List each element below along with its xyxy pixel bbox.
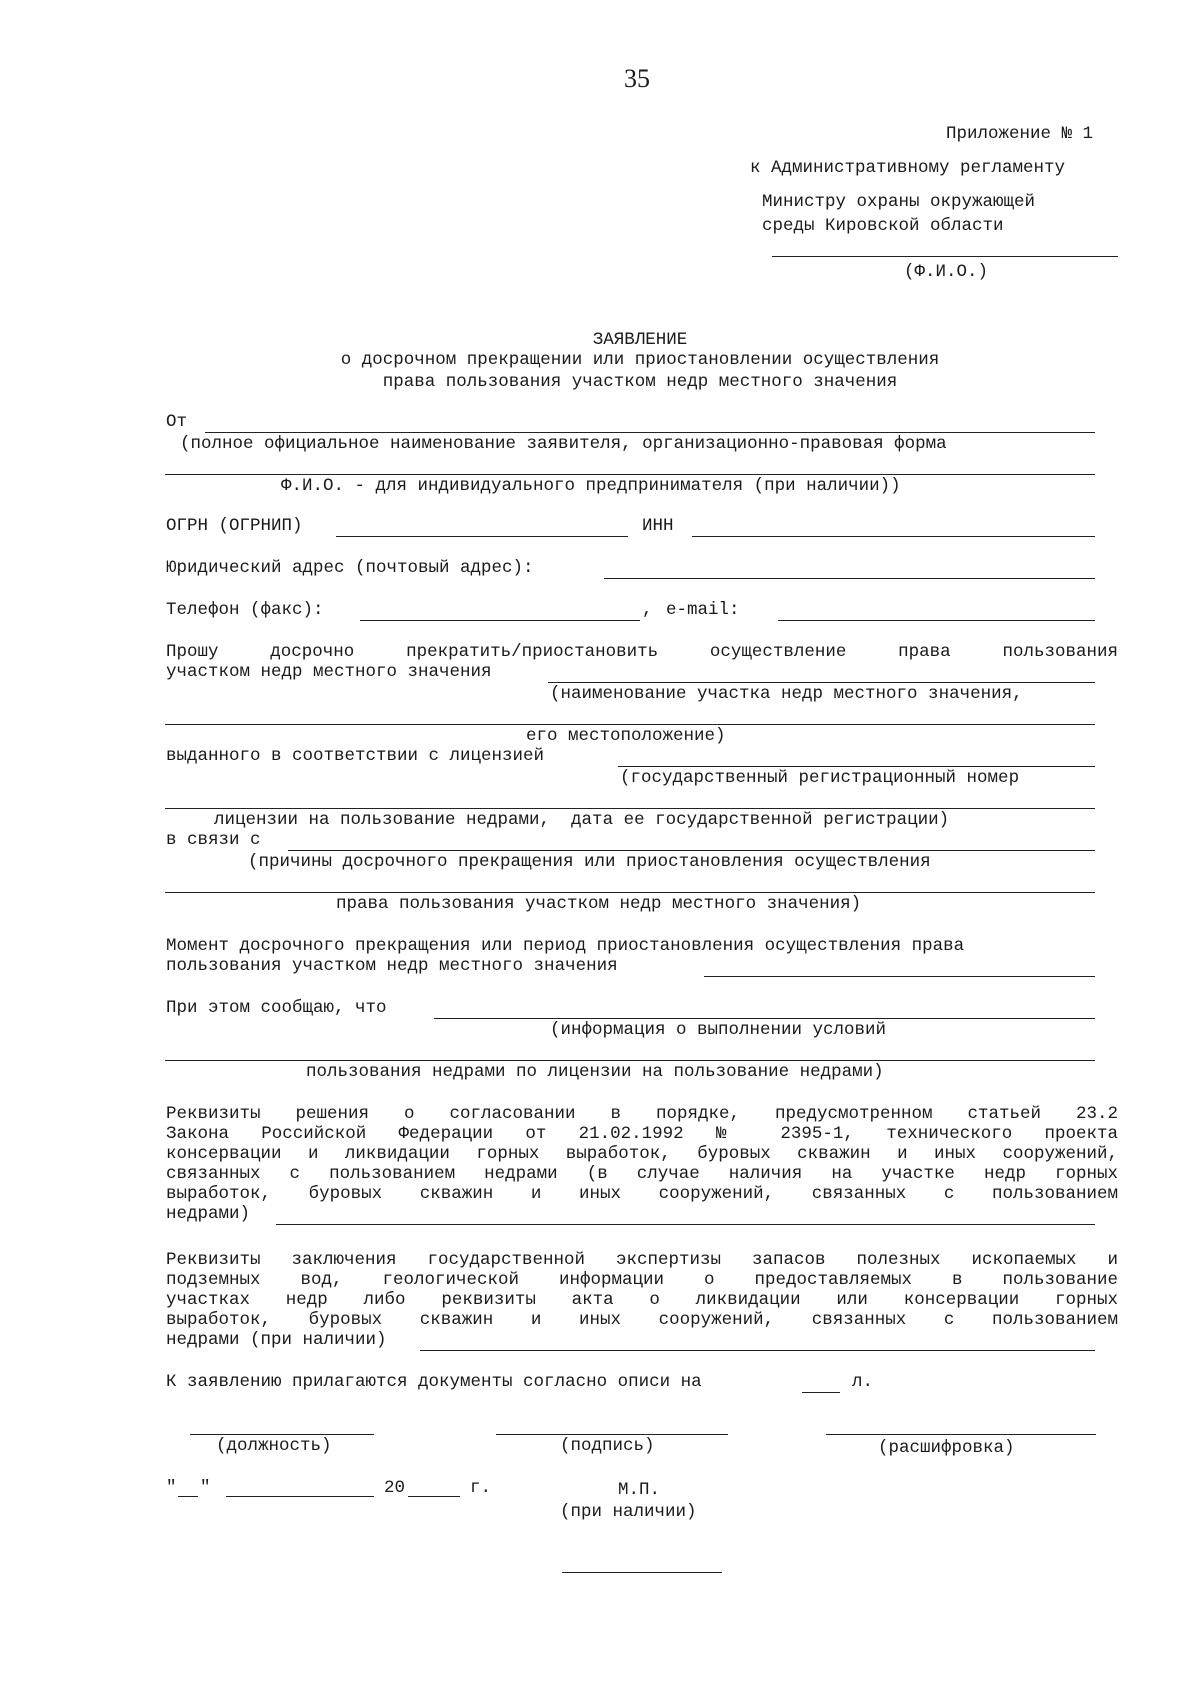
ogrn-label: ОГРН (ОГРНИП): [166, 516, 303, 536]
date-quote-open: ": [166, 1478, 177, 1498]
moment-field-line[interactable]: [704, 976, 1095, 977]
requisites1-field-line[interactable]: [276, 1224, 1095, 1225]
from-caption-1: (полное официальное наименование заявителя, организационно-правовая форма: [180, 434, 947, 454]
moment-line-2: пользования участком недр местного значения: [166, 956, 618, 976]
requisites2-line: подземных вод, геологической информации о предоставляемых в пользование: [166, 1270, 1118, 1290]
decode-caption: (расшифровка): [878, 1438, 1015, 1458]
request-word: Прошу: [166, 642, 219, 662]
addressee-line1: Министру охраны окружающей: [762, 192, 1036, 212]
email-label: e-mail:: [666, 600, 740, 620]
inform-field-line[interactable]: [434, 1018, 1095, 1019]
position-caption: (должность): [216, 1436, 332, 1456]
reason-caption-1: (причины досрочного прекращения или приостановления осуществления: [248, 852, 931, 872]
requisites2-field-line[interactable]: [420, 1350, 1095, 1351]
reason-label: в связи с: [166, 830, 261, 850]
license-label: выданного в соответствии с лицензией: [166, 746, 545, 766]
closing-separator: [562, 1572, 722, 1573]
request-line-1: [166, 642, 1118, 662]
inform-field-line-2[interactable]: [165, 1060, 1095, 1061]
license-field-line[interactable]: [618, 766, 1095, 767]
from-label: От: [166, 412, 188, 432]
plot-name-caption-2: его местоположение): [526, 726, 726, 746]
date-year-prefix: 20: [384, 1478, 406, 1498]
plot-name-field-line-2[interactable]: [165, 724, 1095, 725]
document-subtitle-2: права пользования участком недр местного значения: [382, 372, 898, 392]
requisites1-line: консервации и ликвидации горных выработок, буровых скважин и иных сооружений,: [166, 1144, 1118, 1164]
requisites1-last: недрами): [166, 1204, 251, 1224]
requisites1-line: выработок, буровых скважин и иных сооружений, связанных с пользованием: [166, 1184, 1118, 1204]
license-caption-2: лицензии на пользование недрами, дата ее государственной регистрации): [214, 810, 950, 830]
requisites1-line: Реквизиты решения о согласовании в порядке, предусмотренном статьей 23.2: [166, 1104, 1118, 1124]
date-year-suffix: г.: [470, 1478, 492, 1498]
requisites2-line: Реквизиты заключения государственной экспертизы запасов полезных ископаемых и: [166, 1250, 1118, 1270]
inn-field-line[interactable]: [692, 536, 1095, 537]
license-field-line-2[interactable]: [165, 808, 1095, 809]
inform-caption-1: (информация о выполнении условий: [550, 1020, 887, 1040]
request-word: осуществление: [709, 642, 847, 662]
moment-line-1: Момент досрочного прекращения или период приостановления осуществления права: [166, 936, 965, 956]
appendix-label: Приложение № 1: [946, 124, 1094, 144]
attachments-pages-field-line[interactable]: [802, 1392, 840, 1393]
document-subtitle-1: о досрочном прекращении или приостановлении осуществления: [340, 350, 940, 370]
request-word: прекратить/приостановить: [406, 642, 659, 662]
plot-name-caption-1: (наименование участка недр местного значения,: [550, 684, 1023, 704]
position-field-line[interactable]: [190, 1434, 374, 1435]
document-title: ЗАЯВЛЕНИЕ: [592, 330, 688, 350]
address-field-line[interactable]: [604, 578, 1095, 579]
signature-field-line[interactable]: [496, 1434, 728, 1435]
phone-field-line[interactable]: [360, 620, 640, 621]
inform-label: При этом сообщаю, что: [166, 998, 387, 1018]
requisites2-last: недрами (при наличии): [166, 1330, 387, 1350]
request-word: досрочно: [270, 642, 355, 662]
phone-label: Телефон (факс):: [166, 600, 324, 620]
phone-email-separator: ,: [642, 600, 653, 620]
stamp-note: (при наличии): [560, 1502, 697, 1522]
requisites1-line: связанных с пользованием недрами (в случае наличия на участке недр горных: [166, 1164, 1118, 1184]
requisites1-line: Закона Российской Федерации от 21.02.1992 № 2395-1, технического проекта: [166, 1124, 1118, 1144]
attachments-text: К заявлению прилагаются документы согласно описи на: [166, 1372, 702, 1392]
requisites2-line: выработок, буровых скважин и иных сооружений, связанных с пользованием: [166, 1310, 1118, 1330]
inn-label: ИНН: [642, 516, 674, 536]
address-label: Юридический адрес (почтовый адрес):: [166, 558, 534, 578]
signature-caption: (подпись): [560, 1436, 655, 1456]
reason-field-line[interactable]: [288, 850, 1095, 851]
inform-caption-2: пользования недрами по лицензии на пользование недрами): [306, 1062, 884, 1082]
fio-caption: (Ф.И.О.): [904, 262, 989, 282]
request-line-2: участком недр местного значения: [166, 662, 492, 682]
ogrn-field-line[interactable]: [336, 536, 628, 537]
page-number: 35: [624, 64, 650, 93]
date-year-field-line[interactable]: [408, 1496, 460, 1497]
addressee-line2: среды Кировской области: [762, 216, 1004, 236]
from-field-line-2[interactable]: [165, 474, 1095, 475]
regulation-label: к Административному регламенту: [750, 158, 1066, 178]
email-field-line[interactable]: [778, 620, 1095, 621]
from-caption-2: Ф.И.О. - для индивидуального предпринимателя (при наличии)): [281, 476, 901, 496]
reason-field-line-2[interactable]: [165, 892, 1095, 893]
request-word: права: [898, 642, 951, 662]
license-caption-1: (государственный регистрационный номер: [620, 768, 1020, 788]
fio-field-line[interactable]: [772, 256, 1118, 257]
request-word: пользования: [1002, 642, 1118, 662]
requisites2-line: участках недр либо реквизиты акта о ликвидации или консервации горных: [166, 1290, 1118, 1310]
plot-name-field-line[interactable]: [548, 682, 1095, 683]
from-field-line[interactable]: [205, 432, 1095, 433]
attachments-suffix: л.: [852, 1372, 874, 1392]
date-day-field-line[interactable]: [178, 1496, 198, 1497]
stamp-label: М.П.: [618, 1480, 661, 1500]
decode-field-line[interactable]: [826, 1434, 1096, 1435]
date-month-field-line[interactable]: [226, 1496, 374, 1497]
date-quote-close: ": [200, 1478, 211, 1498]
reason-caption-2: права пользования участком недр местного значения): [336, 894, 862, 914]
